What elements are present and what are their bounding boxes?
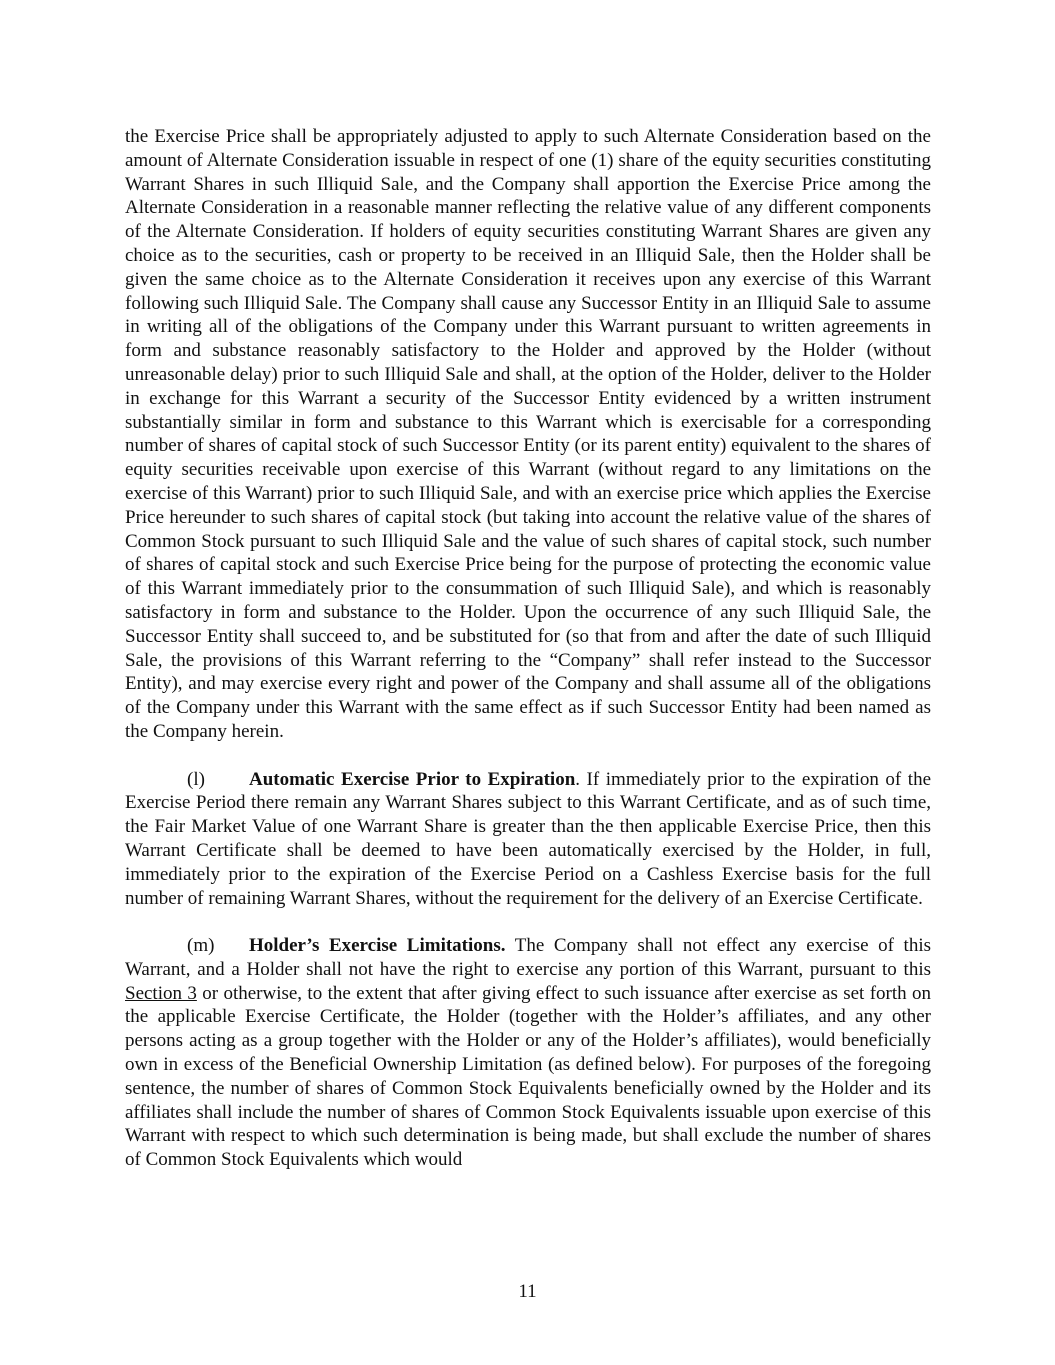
section-3-reference: Section 3 xyxy=(125,982,197,1004)
document-body xyxy=(125,125,931,1172)
section-l-paragraph xyxy=(125,768,931,911)
section-l-heading-punct: . xyxy=(575,768,581,790)
section-m-paragraph xyxy=(125,934,931,1172)
section-l-heading: Automatic Exercise Prior to Expiration xyxy=(249,768,576,790)
page-number: 11 xyxy=(518,1281,537,1302)
section-m-text-after-link: or otherwise, to the extent that after giving effect to such issuance after exercise as set forth on the applicable Exercise Certificate, the Holder (together with the Holder’s affiliates, and any other persons acting as a group together with the Holder or any of the Holder’s affiliates), would beneficially own in excess of the Beneficial Ownership Limitation (as defined below). For purposes of the foregoing sentence, the number of shares of Common Stock Equivalents beneficially owned by the Holder and its affiliates shall include the number of shares of Common Stock Equivalents issuable upon exercise of this Warrant with respect to which such determination is being made, but shall exclude the number of shares of Common Stock Equivalents which would xyxy=(125,982,932,1171)
section-m-text-before-link: The Company shall not effect any exercise of this Warrant, and a Holder shall not have the right to exercise any portion of this Warrant, pursuant to this xyxy=(125,935,931,980)
section-l-number: (l) xyxy=(187,768,205,790)
section-m-number: (m) xyxy=(187,935,215,957)
section-m-heading: Holder’s Exercise Limitations xyxy=(249,935,501,957)
section-m-heading-punct: . xyxy=(500,935,506,957)
paragraph-continuation: the Exercise Price shall be appropriately adjusted to apply to such Alternate Consideration based on the amount of Alternate Consideration issuable in respect of one (1) share of the equity securities constituting Warrant Shares in such Illiquid Sale, and the Company shall apportion the Exercise Price among the Alternate Consideration in a reasonable manner reflecting the relative value of any different components of the Alternate Consideration. If holders of equity securities constituting Warrant Shares are given any choice as to the securities, cash or property to be received in an Illiquid Sale, then the Holder shall be given the same choice as to the Alternate Consideration it receives upon any exercise of this Warrant following such Illiquid Sale. The Company shall cause any Successor Entity in an Illiquid Sale to assume in writing all of the obligations of the Company under this Warrant pursuant to written agreements in form and substance reasonably satisfactory to the Holder and approved by the Holder (without unreasonable delay) prior to such Illiquid Sale and shall, at the option of the Holder, deliver to the Holder in exchange for this Warrant a security of the Successor Entity evidenced by a written instrument substantially similar in form and substance to this Warrant which is exercisable for a corresponding number of shares of capital stock of such Successor Entity (or its parent entity) equivalent to the shares of equity securities receivable upon exercise of this Warrant (without regard to any limitations on the exercise of this Warrant) prior to such Illiquid Sale, and with an exercise price which applies the Exercise Price hereunder to such shares of capital stock (but taking into account the relative value of the shares of Common Stock pursuant to such Illiquid Sale and the value of such shares of capital stock, such number of shares of capital stock and such Exercise Price being for the purpose of protecting the economic value of this Warrant immediately prior to the consummation of such Illiquid Sale), and which is reasonably satisfactory in form and substance to the Holder. Upon the occurrence of any such Illiquid Sale, the Successor Entity shall succeed to, and be substituted for (so that from and after the date of such Illiquid Sale, the provisions of this Warrant referring to the “Company” shall refer instead to the Successor Entity), and may exercise every right and power of the Company and shall assume all of the obligations of the Company under this Warrant with the same effect as if such Successor Entity had been named as the Company herein. xyxy=(125,126,931,742)
section-l-text: If immediately prior to the expiration of the Exercise Period there remain any Warrant Shares subject to this Warrant Certificate, and as of such time, the Fair Market Value of one Warrant Share is greater than the then applicable Exercise Price, then this Warrant Certificate shall be deemed to have been automatically exercised by the Holder, in full, immediately prior to the expiration of the Exercise Period on a Cashless Exercise basis for the full number of remaining Warrant Shares, without the requirement for the delivery of an Exercise Certificate. xyxy=(125,768,931,909)
